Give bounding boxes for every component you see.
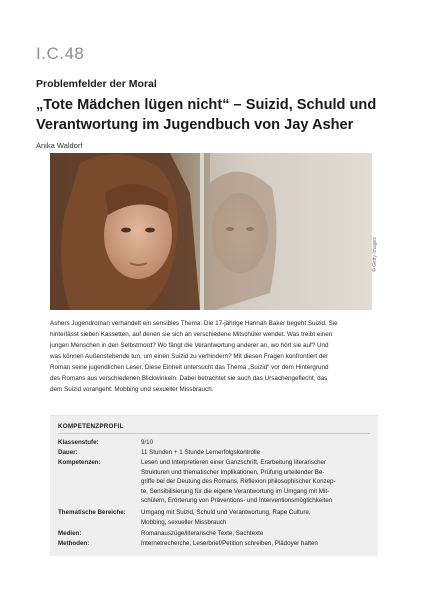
intro-line: jungen Menschen in den Selbstmord? Wo fängt die Verantwortung anderer an, wo hört sie auf? Und	[50, 342, 329, 349]
profile-key: Dauer:	[58, 449, 78, 456]
competence-profile	[50, 415, 378, 556]
intro-line: Ashers Jugendroman verhandelt ein sensibles Thema: Die 17-jährige Hannah Baker begeht Suizid. Sie	[50, 320, 338, 327]
author-name: Anika Waldorf	[36, 141, 83, 150]
profile-key: Methoden:	[58, 540, 90, 547]
cover-photo	[50, 153, 372, 310]
intro-line: Roman seine jugendlichen Leser. Diese Einheit untersucht das Thema „Suizid“ vor dem Hintergrund	[50, 364, 329, 371]
profile-value-line: Romanauszüge/literarische Texte, Sachtexte	[141, 530, 264, 537]
profile-divider	[58, 433, 370, 434]
title-line: Verantwortung im Jugendbuch von Jay Asher	[36, 117, 354, 133]
profile-key: Thematische Bereiche:	[58, 509, 126, 516]
section-label: Problemfelder der Moral	[36, 78, 157, 90]
profile-key: Medien:	[58, 530, 82, 537]
profile-value	[141, 529, 371, 539]
intro-line: dem Suizid vorangeht: Mobbing und sexueller Missbrauch.	[50, 386, 214, 393]
profile-value-line: Strukturen und thematischer Implikationen, Prüfung urteilender Be-	[141, 468, 325, 476]
profile-value	[141, 438, 371, 448]
profile-value	[141, 508, 371, 527]
profile-key: Kompetenzen:	[58, 459, 101, 466]
profile-value-line: 11 Stunden + 1 Stunde Lernerfolgskontrolle	[141, 449, 261, 456]
profile-value	[141, 539, 371, 549]
profile-value-line: 9/10	[141, 439, 154, 446]
document-title	[36, 95, 396, 135]
profile-value-line: griffe bei der Deutung des Romans, Reflexion philosophischer Konzep-	[141, 478, 336, 486]
profile-key: Klassenstufe:	[58, 439, 99, 446]
profile-value-line: schülern, Erörterung von Präventions- und Interventionsmöglichkeiten	[141, 497, 333, 505]
title-line: „Tote Mädchen lügen nicht“ – Suizid, Schuld und	[36, 97, 377, 113]
profile-value	[141, 458, 371, 506]
profile-value-line: Umgang mit Suizid, Schuld und Verantwortung, Rape Culture,	[141, 509, 311, 516]
profile-value-line: te, Sensibilisierung für die eigene Verantwortung im Umgang mit Mit-	[141, 487, 330, 495]
profile-heading: KOMPETENZPROFIL	[58, 423, 124, 430]
intro-line: was können Außenstehende tun, um einen Suizid zu verhindern? Mit diesen Fragen konfrontiert der	[50, 353, 328, 360]
intro-line: hinterlässt sieben Kassetten, auf denen sie sich an verschiedene Mitschüler wendet. Was treibt einen	[50, 331, 333, 338]
document-code: I.C.48	[36, 44, 85, 63]
intro-text	[50, 318, 376, 395]
intro-line: des Romans aus verschiedenen Blickwinkeln. Dabei betrachtet sie auch das Ursachengeflecht, das	[50, 375, 328, 382]
image-credit: © Getty Images	[372, 237, 378, 272]
profile-value-line: Lesen und Interpretieren einer Ganzschrift, Erarbeitung literarischer	[141, 459, 327, 466]
profile-value-line: Internetrecherche, Leserbrief/Petition schreiben, Plädoyer halten	[141, 540, 318, 547]
profile-value	[141, 448, 371, 458]
profile-value-line: Mobbing, sexueller Missbrauch	[141, 518, 227, 526]
